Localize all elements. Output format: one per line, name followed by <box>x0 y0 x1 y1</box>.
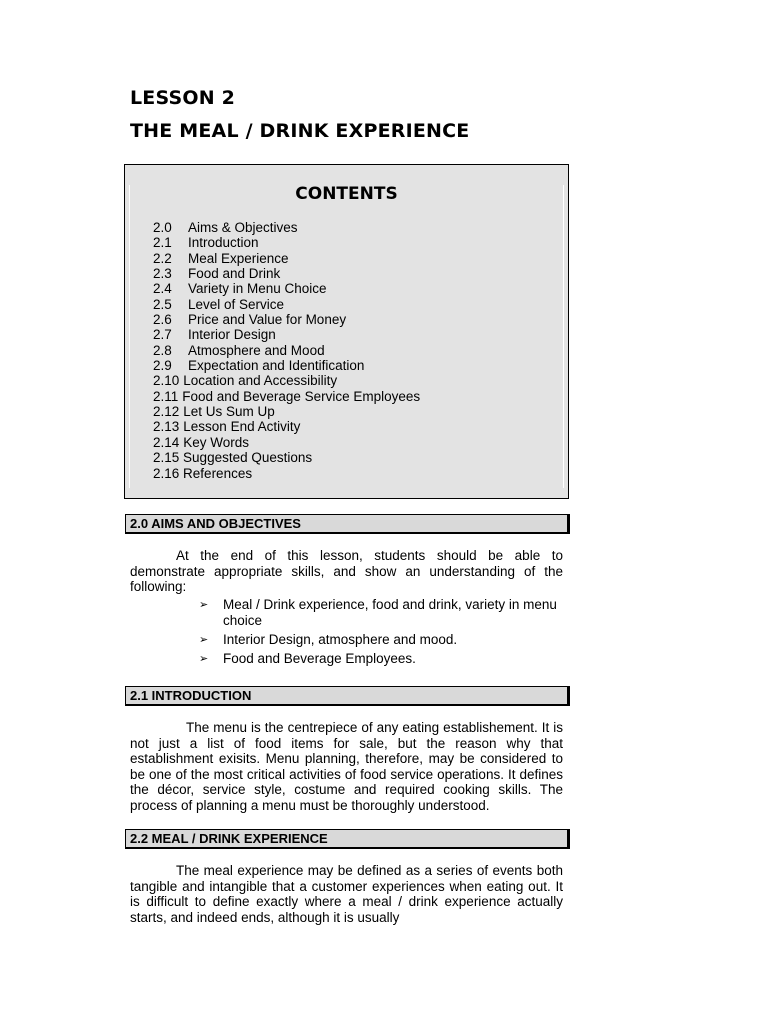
contents-item-label: Food and Drink <box>188 266 281 282</box>
contents-item-number: 2.14 <box>153 434 180 450</box>
contents-item-label: Lesson End Activity <box>183 419 301 435</box>
contents-list <box>153 220 420 481</box>
contents-item-number: 2.4 <box>153 281 172 297</box>
contents-item <box>153 419 420 434</box>
contents-item <box>153 281 420 296</box>
meal-experience-text: The meal experience may be defined as a series of events both tangible and intangible that a customer experiences when eating out. It is difficult to define exactly where a meal / drink experience actually starts, and indeed ends, although it is usually <box>130 863 563 925</box>
contents-item-label: Aims & Objectives <box>188 220 298 235</box>
section-heading-introduction <box>125 686 570 706</box>
aims-text: At the end of this lesson, students should be able to demonstrate appropriate skills, and show an understanding of the following: <box>130 548 563 594</box>
contents-item-number: 2.15 <box>153 450 180 466</box>
contents-box-inner-edge <box>563 185 564 488</box>
section-heading-text: 2.1 INTRODUCTION <box>130 688 252 703</box>
section-heading-meal-experience <box>125 829 570 849</box>
contents-item <box>153 251 420 266</box>
contents-item-number: 2.7 <box>153 327 172 343</box>
contents-item <box>153 389 420 404</box>
contents-item-number: 2.1 <box>153 235 172 251</box>
contents-item-label: Introduction <box>188 235 259 251</box>
aims-bullet-text: Interior Design, atmosphere and mood. <box>223 632 458 647</box>
contents-item-label: Interior Design <box>188 327 276 343</box>
introduction-paragraph <box>130 720 563 813</box>
contents-item-label: Price and Value for Money <box>188 312 347 328</box>
section-heading-aims <box>125 514 570 534</box>
contents-item-number: 2.12 <box>153 404 180 420</box>
contents-item-label: Variety in Menu Choice <box>188 281 327 297</box>
contents-item-number: 2.2 <box>153 250 172 266</box>
contents-item-label: References <box>183 465 253 481</box>
contents-item-label: Let Us Sum Up <box>183 404 275 420</box>
meal-experience-paragraph <box>130 863 563 925</box>
contents-item-number: 2.9 <box>153 358 172 374</box>
contents-item-number: 2.6 <box>153 312 172 328</box>
lesson-title: THE MEAL / DRINK EXPERIENCE <box>130 120 470 142</box>
contents-item <box>153 404 420 419</box>
contents-item-number: 2.16 <box>153 465 180 481</box>
contents-item <box>153 220 420 235</box>
contents-item-label: Suggested Questions <box>183 450 313 466</box>
aims-paragraph <box>130 548 563 595</box>
section-heading-text: 2.0 AIMS AND OBJECTIVES <box>130 516 301 531</box>
introduction-text: The menu is the centrepiece of any eating establishement. It is not just a list of food items for sale, but the reason why that establishment exisits. Menu planning, therefore, may be considered to be one of the most critical activities of food service operations. It defines the décor, service style, costume and required cooking skills. The process of planning a menu must be thoroughly understood. <box>130 720 563 813</box>
contents-item-number: 2.10 <box>153 373 180 389</box>
contents-item-label: Atmosphere and Mood <box>188 342 325 358</box>
aims-bullet-text: Food and Beverage Employees. <box>223 651 416 666</box>
contents-item-label: Meal Experience <box>188 250 289 266</box>
contents-item <box>153 466 420 481</box>
contents-box-inner-edge <box>129 185 130 488</box>
contents-item-number: 2.11 <box>153 388 179 404</box>
contents-item <box>153 450 420 465</box>
aims-bullet-text: Meal / Drink experience, food and drink, variety in menu choice <box>223 597 557 628</box>
contents-item <box>153 266 420 281</box>
contents-item-label: Key Words <box>183 434 250 450</box>
contents-item-label: Food and Beverage Service Employees <box>182 388 421 404</box>
contents-item-label: Location and Accessibility <box>183 373 338 389</box>
aims-bullet-list <box>199 597 559 670</box>
aims-bullet-item <box>199 651 559 667</box>
contents-item <box>153 343 420 358</box>
contents-item <box>153 327 420 342</box>
contents-box <box>124 164 569 499</box>
contents-item <box>153 297 420 312</box>
aims-bullet-item <box>199 597 559 629</box>
arrow-bullet-icon: ➢ <box>199 652 209 665</box>
lesson-number: LESSON 2 <box>130 87 236 109</box>
section-heading-text: 2.2 MEAL / DRINK EXPERIENCE <box>130 831 328 846</box>
arrow-bullet-icon: ➢ <box>199 598 209 611</box>
contents-item-label: Expectation and Identification <box>188 358 365 374</box>
contents-item-number: 2.8 <box>153 342 172 358</box>
contents-item-number: 2.0 <box>153 220 172 235</box>
aims-bullet-item <box>199 632 559 648</box>
contents-item-number: 2.13 <box>153 419 180 435</box>
contents-item <box>153 435 420 450</box>
contents-item-label: Level of Service <box>188 296 285 312</box>
contents-heading: CONTENTS <box>295 184 398 204</box>
contents-item <box>153 358 420 373</box>
contents-item-number: 2.3 <box>153 266 172 282</box>
contents-item <box>153 312 420 327</box>
arrow-bullet-icon: ➢ <box>199 633 209 646</box>
contents-item <box>153 235 420 250</box>
contents-item <box>153 373 420 388</box>
contents-item-number: 2.5 <box>153 296 172 312</box>
